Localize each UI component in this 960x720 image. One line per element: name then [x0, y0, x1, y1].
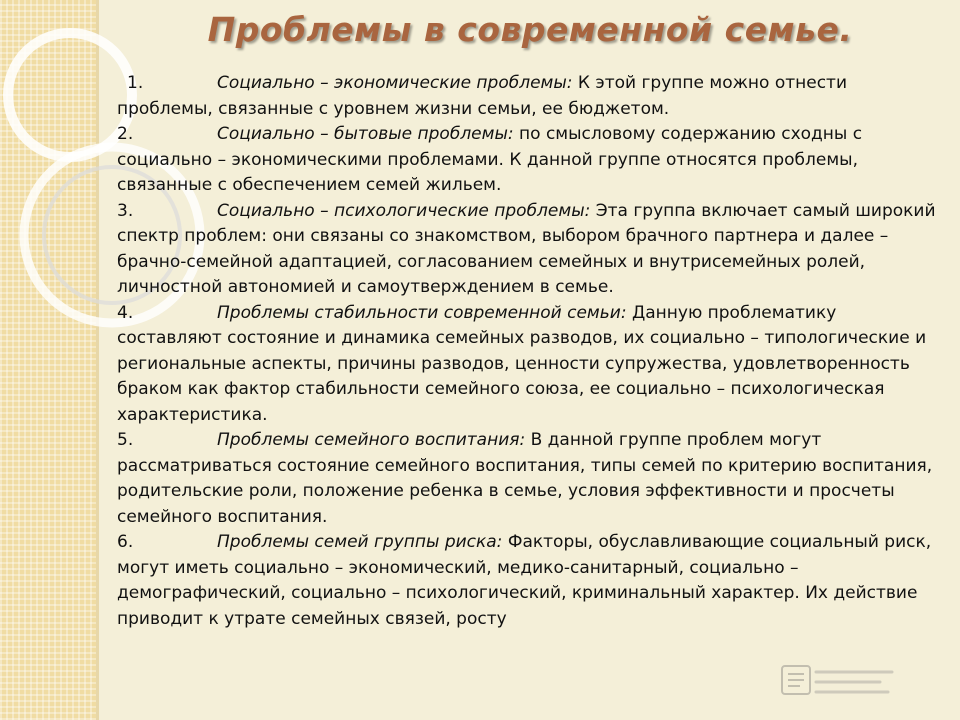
slide-content: [117, 71, 943, 632]
item-number: 5.: [117, 430, 134, 450]
item-heading: Проблемы стабильности современной семьи:: [217, 302, 627, 323]
problem-item-3: [117, 199, 943, 301]
problem-item-1: [117, 71, 943, 122]
item-number: 6.: [117, 532, 134, 552]
item-number: 1.: [127, 73, 144, 93]
item-text: К этой группе можно отнести проблемы, связанные с уровнем жизни семьи, ее бюджетом.: [117, 73, 848, 119]
band-edge-divider: [96, 0, 99, 720]
item-heading: Социально – бытовые проблемы:: [217, 124, 514, 144]
watermark-stamp-icon: [780, 660, 900, 700]
item-number: 3.: [117, 200, 134, 221]
item-number: 4.: [117, 302, 134, 323]
item-text: В данной группе проблем могут рассматриваться состояние семейного воспитания, типы семей по критерию воспитания, родительские роли, положение ребенка в семье, условия эффективности и просчеты семейного воспитания.: [117, 430, 933, 527]
item-heading: Проблемы семей группы риска:: [217, 532, 503, 552]
slide-title: Проблемы в современной семье.: [207, 10, 853, 49]
problem-item-2: [117, 122, 943, 199]
decorative-left-band: [0, 0, 96, 720]
problem-item-5: [117, 428, 943, 530]
problem-item-6: [117, 530, 943, 632]
item-heading: Социально – экономические проблемы:: [217, 73, 573, 93]
item-heading: Социально – психологические проблемы:: [217, 200, 591, 221]
item-text: Данную проблематику составляют состояние и динамика семейных разводов, их социально – типологические и региональные аспекты, причины разводов, ценности супружества, удовлетворенность браком как фактор стабильности семейного союза, ее социально – психологическая характеристика.: [117, 302, 927, 425]
item-number: 2.: [117, 124, 134, 144]
item-heading: Проблемы семейного воспитания:: [217, 430, 526, 450]
item-text: Эта группа включает самый широкий спектр проблем: они связаны со знакомством, выбором брачного партнера и далее – брачно-семейной адаптацией, согласованием семейных и внутрисемейных ролей, личностной автономией и самоутверждением в семье.: [117, 200, 936, 297]
problem-item-4: [117, 301, 943, 429]
item-text: по смысловому содержанию сходны с социально – экономическими проблемами. К данной группе относятся проблемы, связанные с обеспечением семей жильем.: [117, 124, 863, 195]
item-text: Факторы, обуславливающие социальный риск, могут иметь социально – экономический, медико-санитарный, социально – демографический, социально – психологический, криминальный характер. Их действие приводит к утрате семейных связей, росту: [117, 532, 932, 629]
